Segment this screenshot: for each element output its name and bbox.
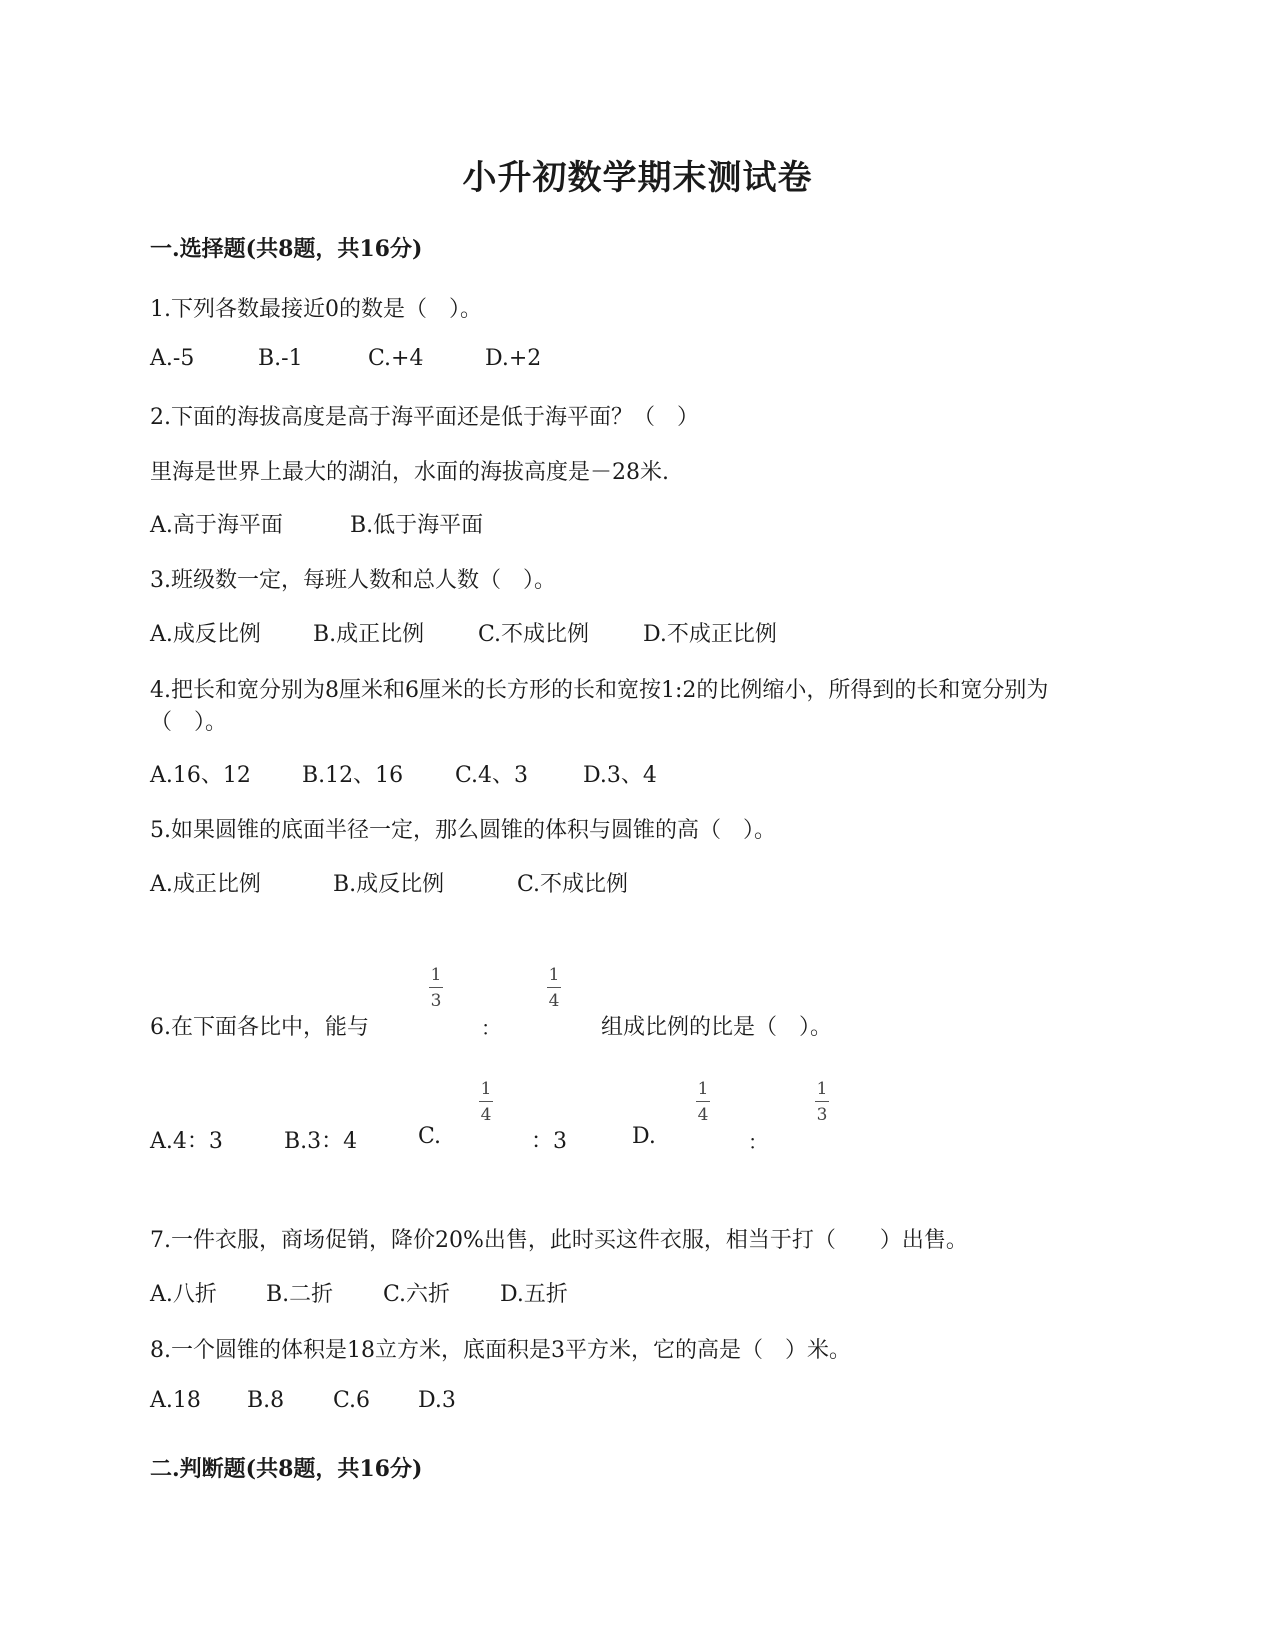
question-3-stem: 3.班级数一定，每班人数和总人数（ ）。 (150, 568, 556, 593)
q6-option-c-fraction (474, 1079, 498, 1125)
q6-option-c-label: C. (418, 1124, 442, 1149)
fraction-denominator: 3 (430, 991, 442, 1011)
question-4-stem: 4.把长和宽分别为8厘米和6厘米的长方形的长和宽按1:2的比例缩小，所得到的长和宽分别为（ ）。 (150, 678, 1049, 735)
q1-option-b: B.-1 (258, 346, 303, 371)
q3-option-a: A.成反比例 (150, 622, 261, 647)
q2-option-b: B.低于海平面 (350, 513, 484, 538)
fraction-denominator: 3 (816, 1105, 828, 1125)
q6-option-d-fraction-one-fourth (691, 1079, 715, 1125)
question-5-stem: 5.如果圆锥的底面半径一定，那么圆锥的体积与圆锥的高（ ）。 (150, 818, 776, 843)
fraction-bar (547, 987, 561, 988)
fraction-bar (429, 987, 443, 988)
q8-option-d: D.3 (418, 1388, 456, 1413)
q6-fraction-one-fourth (542, 965, 566, 1011)
fraction-bar (696, 1101, 710, 1102)
q8-option-b: B.8 (247, 1388, 285, 1413)
q5-option-b: B.成反比例 (333, 872, 445, 897)
section-heading-judgment: 二.判断题(共8题，共16分) (150, 1456, 423, 1482)
q5-option-c: C.不成比例 (517, 872, 629, 897)
question-7-stem: 7.一件衣服，商场促销，降价20%出售，此时买这件衣服，相当于打（ ）出售。 (150, 1228, 968, 1253)
fraction-numerator: 1 (430, 965, 442, 985)
fraction-denominator: 4 (480, 1105, 492, 1125)
q1-option-a: A.-5 (150, 346, 195, 371)
question-1-stem: 1.下列各数最接近0的数是（ ）。 (150, 297, 482, 322)
fraction-denominator: 4 (548, 991, 560, 1011)
q7-option-a: A.八折 (150, 1282, 217, 1307)
fraction-numerator: 1 (816, 1079, 828, 1099)
q4-option-b: B.12、16 (302, 763, 404, 788)
q2-option-a: A.高于海平面 (150, 513, 283, 538)
q1-option-d: D.+2 (485, 346, 542, 371)
q8-option-c: C.6 (333, 1388, 371, 1413)
page-title: 小升初数学期末测试卷 (462, 158, 813, 198)
fraction-numerator: 1 (548, 965, 560, 985)
question-8-stem: 8.一个圆锥的体积是18立方米，底面积是3平方米，它的高是（ ）米。 (150, 1338, 851, 1363)
q7-option-d: D.五折 (500, 1282, 568, 1307)
q5-option-a: A.成正比例 (150, 872, 261, 897)
q7-option-b: B.二折 (266, 1282, 334, 1307)
q4-option-c: C.4、3 (455, 763, 529, 788)
q3-option-d: D.不成正比例 (643, 622, 777, 647)
q8-option-a: A.18 (150, 1388, 201, 1413)
fraction-denominator: 4 (697, 1105, 709, 1125)
q3-option-b: B.成正比例 (313, 622, 425, 647)
q6-option-a: A.4：3 (150, 1129, 223, 1154)
question-2-context: 里海是世界上最大的湖泊，水面的海拔高度是－28米. (150, 460, 669, 485)
q6-option-d-colon: ： (748, 1130, 768, 1154)
q4-option-a: A.16、12 (150, 763, 251, 788)
q6-option-d-label: D. (632, 1124, 656, 1149)
fraction-numerator: 1 (480, 1079, 492, 1099)
question-6-stem-start: 6.在下面各比中，能与 (150, 1015, 369, 1040)
q6-option-d-fraction-one-third (810, 1079, 834, 1125)
q3-option-c: C.不成比例 (478, 622, 590, 647)
fraction-bar (815, 1101, 829, 1102)
question-6-stem-end: 组成比例的比是（ ）。 (601, 1015, 833, 1040)
q1-option-c: C.+4 (368, 346, 424, 371)
fraction-bar (479, 1101, 493, 1102)
q6-fraction-one-third (424, 965, 448, 1011)
q7-option-c: C.六折 (383, 1282, 451, 1307)
q6-option-c-tail: ：3 (531, 1129, 567, 1154)
q6-ratio-colon: ： (481, 1016, 501, 1040)
question-2-stem: 2.下面的海拔高度是高于海平面还是低于海平面？（ ） (150, 405, 699, 430)
q6-option-b: B.3：4 (284, 1129, 358, 1154)
q4-option-d: D.3、4 (583, 763, 657, 788)
section-heading-choice: 一.选择题(共8题，共16分) (150, 236, 423, 262)
fraction-numerator: 1 (697, 1079, 709, 1099)
